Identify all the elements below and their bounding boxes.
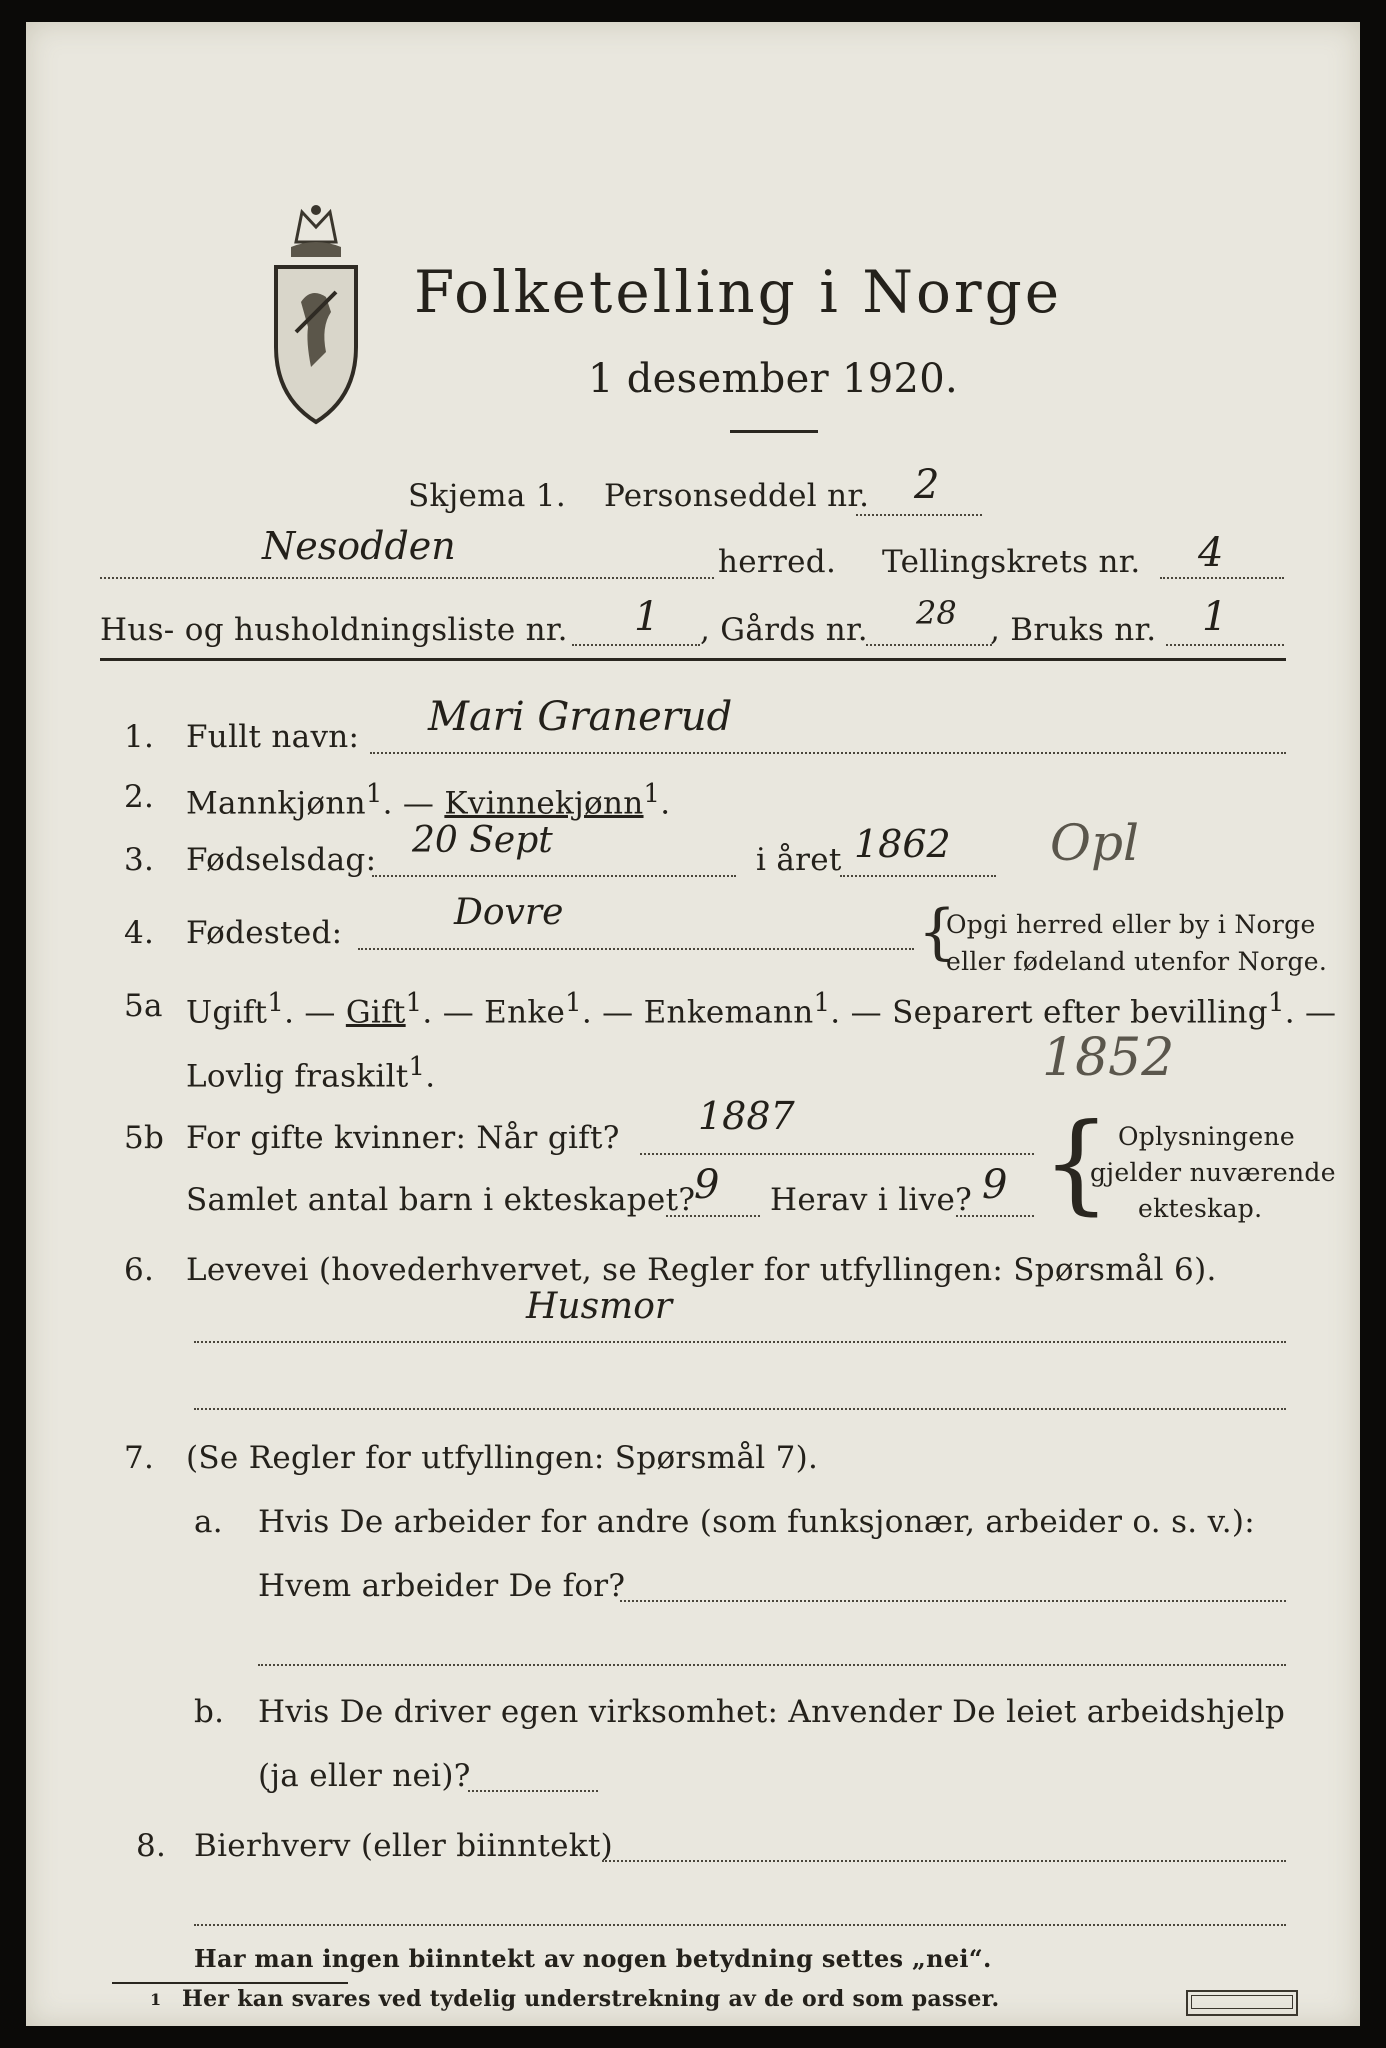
census-date: 1 desember 1920. [588,356,958,402]
lovlig-fraskilt-option[interactable]: Lovlig fraskilt [186,1058,409,1095]
q4-note-line2: eller fødeland utenfor Norge. [946,947,1328,976]
personseddel-label: Personseddel nr. [604,478,870,514]
q1-label: Fullt navn: [186,719,360,755]
married-when-value[interactable]: 1887 [698,1094,795,1138]
q5b-note-line2: gjelder nuværende [1090,1158,1336,1187]
kvinnekjonn-option[interactable]: Kvinnekjønn [444,785,644,822]
birthplace-line [358,948,914,950]
married-when-line [640,1153,1034,1155]
children-total-line [666,1215,760,1217]
q2-options: Mannkjønn$^1$. — Kvinnekjønn$^1$. [186,779,671,822]
q7b-question: (ja eller nei)? [258,1758,471,1794]
side-income-line-1 [602,1860,1286,1862]
full-name-value[interactable]: Mari Granerud [428,694,733,740]
q6-number: 6. [124,1252,155,1288]
q3-number: 3. [124,842,155,878]
q3-label: Fødselsdag: [186,842,377,878]
employer-line-1 [620,1600,1286,1602]
schema-label: Skjema 1. [408,478,566,514]
separator: — [850,994,882,1031]
ugift-option[interactable]: Ugift [186,994,268,1031]
q2-separator: — [402,785,435,822]
q5a-number: 5a [124,988,163,1024]
birth-year-value[interactable]: 1862 [854,822,951,866]
footnote-ref: 1 [813,988,831,1018]
herred-label: herred. [718,544,837,580]
tellingskrets-line [1160,577,1284,579]
bruks-line [1166,644,1284,646]
title-divider [730,430,818,433]
q4-label: Fødested: [186,915,343,951]
q4-number: 4. [124,915,155,951]
occupation-line-1 [194,1341,1286,1343]
separator: — [1305,994,1337,1031]
printer-stamp [1186,1990,1298,2016]
footer-note: Har man ingen biinntekt av nogen betydning settes „nei“. [194,1944,992,1973]
enke-option[interactable]: Enke [484,994,566,1031]
herred-value[interactable]: Nesodden [262,524,456,568]
q7a-letter: a. [194,1504,223,1540]
header-divider [100,658,1286,661]
q5a-options: Ugift$^1$. — Gift$^1$. — Enke$^1$. — Enkemann$^1$. — Separert efter bevilling$^1$. — [186,988,1337,1031]
hired-help-line [468,1790,598,1792]
margin-note-opl: Opl [1050,814,1139,872]
q7-label: (Se Regler for utfyllingen: Spørsmål 7). [186,1440,819,1476]
children-alive-value[interactable]: 9 [982,1162,1008,1208]
q7-number: 7. [124,1440,155,1476]
mannkjonn-option[interactable]: Mannkjønn [186,785,366,822]
q5b-note-line3: ekteskap. [1138,1194,1263,1223]
census-form-sheet [26,22,1360,2026]
bruks-value[interactable]: 1 [1202,594,1228,640]
year-label: i året [756,842,842,878]
margin-note-1852: 1852 [1042,1028,1175,1088]
birthday-value[interactable]: 20 Sept [412,820,553,861]
q7b-letter: b. [194,1694,225,1730]
enkemann-option[interactable]: Enkemann [643,994,814,1031]
gift-option[interactable]: Gift [345,994,406,1031]
gards-label: , Gårds nr. [700,612,868,648]
birthday-line [372,875,736,877]
q7a-question: Hvem arbeider De for? [258,1568,626,1604]
footnote-rule [112,1982,348,1984]
children-total-label: Samlet antal barn i ekteskapet? [186,1182,696,1218]
q8-number: 8. [136,1828,167,1864]
q4-note-line1: Opgi herred eller by i Norge [946,910,1316,939]
q2-number: 2. [124,779,155,815]
employer-line-2 [258,1664,1286,1666]
separator: — [442,994,475,1031]
footnote-ref: 1 [565,988,582,1018]
occupation-value[interactable]: Husmor [526,1286,673,1327]
tellingskrets-value[interactable]: 4 [1198,530,1224,576]
footnote-ref: 1 [267,988,285,1018]
personseddel-value[interactable]: 2 [914,462,940,508]
hus-value[interactable]: 1 [634,594,660,640]
norway-coat-of-arms-icon [266,202,366,427]
occupation-line-2 [194,1408,1286,1410]
personseddel-line [856,514,982,516]
children-alive-label: Herav i live? [770,1182,973,1218]
gards-value[interactable]: 28 [916,594,957,632]
q4-brace: { [918,897,957,967]
q6-label: Levevei (hovederhvervet, se Regler for utfyllingen: Spørsmål 6). [186,1252,1217,1288]
q1-number: 1. [124,719,155,755]
tellingskrets-label: Tellingskrets nr. [882,544,1141,580]
separator: — [602,994,634,1031]
hus-label: Hus- og husholdningsliste nr. [100,612,568,648]
footnote-mark: 1 [150,1990,162,2009]
footnote-ref: 1 [365,779,383,809]
children-alive-line [956,1215,1034,1217]
children-total-value[interactable]: 9 [694,1162,720,1208]
footnote-ref: 1 [408,1052,426,1082]
gards-line [866,644,992,646]
form-title: Folketelling i Norge [414,258,1063,326]
q5a-options-cont: Lovlig fraskilt$^1$. [186,1052,436,1095]
footnote-ref: 1 [405,988,423,1018]
footnote-ref: 1 [643,779,661,809]
birthplace-value[interactable]: Dovre [454,892,564,933]
q5b-note-line1: Oplysningene [1118,1122,1295,1151]
separert-option[interactable]: Separert efter bevilling [892,994,1268,1031]
side-income-line-2 [194,1924,1286,1926]
bruks-label: , Bruks nr. [990,612,1157,648]
q7a-text: Hvis De arbeider for andre (som funksjonær, arbeider o. s. v.): [258,1504,1256,1540]
q5b-brace: { [1042,1101,1111,1226]
footnote-ref: 1 [1267,988,1285,1018]
herred-line [100,577,714,579]
q8-label: Bierhverv (eller biinntekt) [194,1828,614,1864]
q1-line [370,752,1286,754]
q7b-text: Hvis De driver egen virksomhet: Anvender De leiet arbeidshjelp [258,1694,1286,1730]
hus-line [572,644,700,646]
birth-year-line [840,875,996,877]
married-when-label: For gifte kvinner: Når gift? [186,1120,620,1156]
separator: — [304,994,336,1031]
footnote-text: Her kan svares ved tydelig understrekning av de ord som passer. [182,1986,1000,2012]
q5b-number: 5b [124,1120,165,1156]
